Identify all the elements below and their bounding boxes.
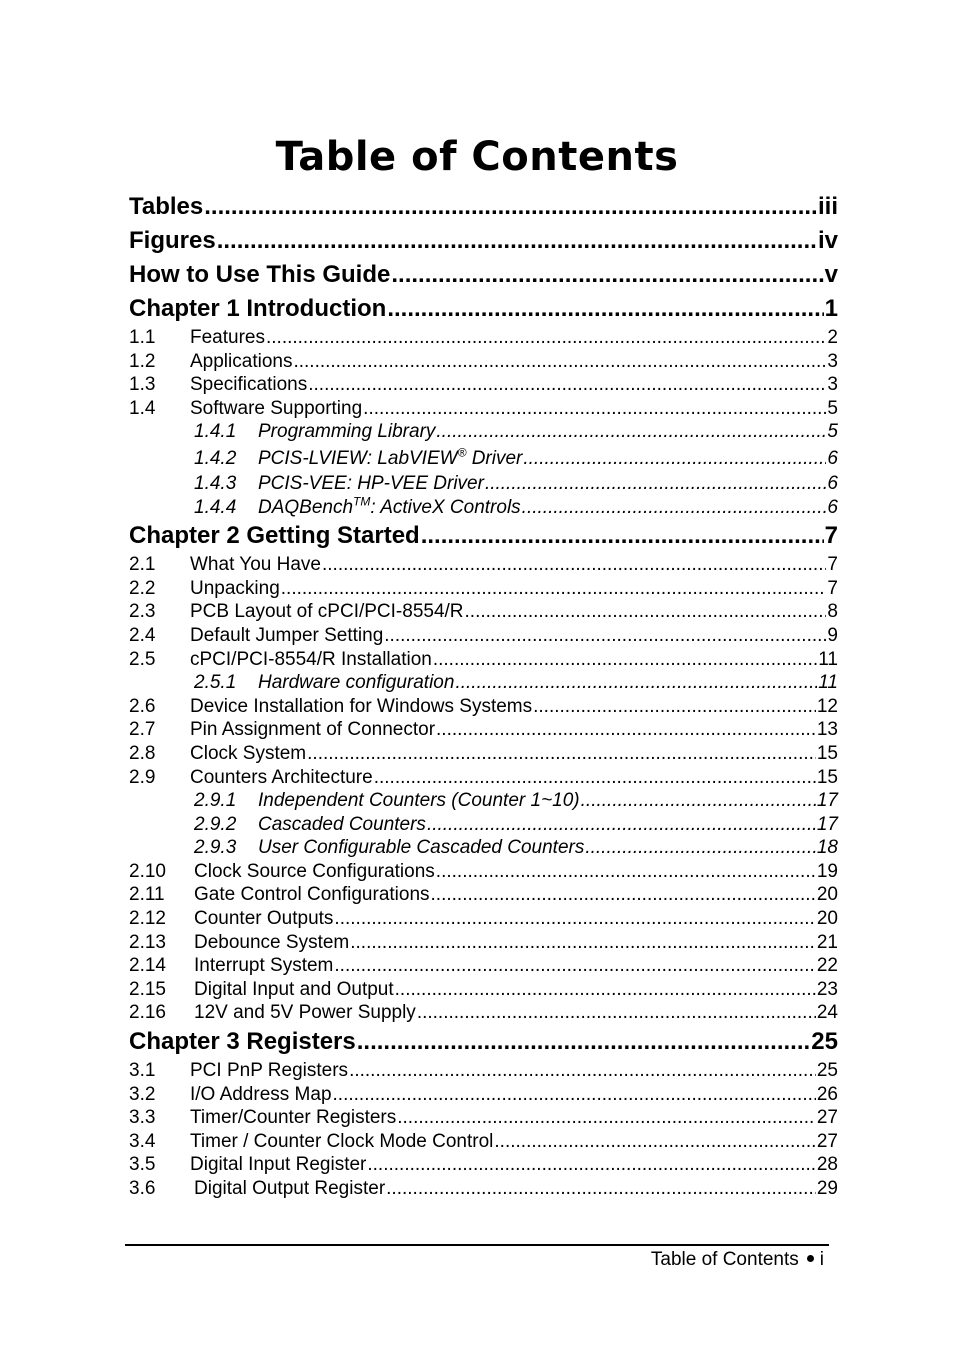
- toc-section-entry[interactable]: [129, 1177, 838, 1201]
- toc-chapter-entry[interactable]: [129, 224, 838, 258]
- toc-entry-title: [190, 624, 383, 648]
- toc-entry-page-number: 3: [827, 350, 838, 372]
- footer-page-number: i: [819, 1249, 824, 1270]
- toc-entry-title-text: I/O Address Map: [190, 1083, 332, 1105]
- toc-entry-title: [190, 1059, 348, 1083]
- toc-entry-page-number: 2: [827, 327, 838, 348]
- dot-leader: [374, 766, 816, 790]
- toc-entry-title-text: Digital Input and Output: [194, 978, 394, 1000]
- toc-entry-page-number: 22: [816, 955, 838, 977]
- page-title: Table of Contents: [275, 134, 679, 180]
- dot-leader: [391, 258, 823, 292]
- toc-entry-title: [129, 224, 216, 258]
- toc-entry-title-text: Independent Counters (Counter 1~10): [258, 790, 580, 812]
- toc-entry-title-text: Tables: [129, 193, 204, 220]
- toc-section-entry[interactable]: [129, 397, 838, 421]
- toc-section-entry[interactable]: [129, 600, 838, 624]
- dot-leader: [386, 1177, 816, 1201]
- toc-entry-title-text: Applications: [190, 350, 293, 372]
- toc-section-entry[interactable]: [129, 624, 838, 648]
- toc-entry-number: 2.3: [129, 601, 156, 623]
- toc-entry-number: 2.1: [129, 554, 156, 576]
- toc-entry-page-number: 24: [816, 1002, 838, 1024]
- dot-leader: [350, 931, 816, 955]
- dot-leader: [322, 553, 826, 577]
- toc-section-entry[interactable]: [129, 326, 838, 350]
- toc-entry-title: [190, 326, 265, 350]
- toc-entry-title: [258, 496, 521, 520]
- dot-leader: [293, 350, 826, 374]
- toc-entry-title-text: Chapter 3 Registers: [129, 1028, 356, 1056]
- toc-entry-number: 2.4: [129, 624, 156, 646]
- dot-leader: [395, 978, 816, 1002]
- toc-entry-number: 2.15: [129, 978, 166, 1000]
- toc-entry-number: 1.4.4: [194, 496, 237, 518]
- trademark-mark: TM: [353, 494, 371, 509]
- toc-entry-title: [258, 836, 584, 860]
- toc-entry-number: 1.4.1: [194, 421, 237, 443]
- dot-leader: [357, 1025, 811, 1059]
- dot-leader: [384, 624, 826, 648]
- toc-subsection-entry[interactable]: [129, 444, 838, 472]
- dot-leader: [367, 1153, 815, 1177]
- toc-entry-page-number: 3: [827, 374, 838, 396]
- toc-entry-title: [190, 695, 532, 719]
- dot-leader: [363, 397, 826, 421]
- toc-entry-title-text: Programming Library: [258, 421, 436, 443]
- toc-entry-title: [129, 258, 390, 292]
- dot-leader: [533, 695, 816, 719]
- toc-entry-page-number: 15: [816, 742, 838, 764]
- toc-section-entry[interactable]: [129, 1001, 838, 1025]
- toc-entry-page-number: 7: [824, 522, 838, 550]
- toc-entry-title-text: Hardware configuration: [258, 672, 455, 694]
- toc-entry-number: 2.16: [129, 1002, 166, 1024]
- toc-section-entry[interactable]: [129, 1130, 838, 1154]
- toc-section-entry[interactable]: [129, 373, 838, 397]
- trademark-mark: ®: [457, 445, 467, 460]
- dot-leader: [494, 1130, 815, 1154]
- toc-entry-number: 2.9.1: [194, 790, 237, 812]
- toc-entry-page-number: iii: [817, 193, 838, 220]
- dot-leader: [204, 190, 817, 224]
- toc-entry-title-text: Clock Source Configurations: [194, 860, 435, 882]
- toc-entry-title: [190, 766, 373, 790]
- toc-entry-page-number: 21: [816, 931, 838, 953]
- dot-leader: [334, 907, 815, 931]
- toc-entry-number: 2.5: [129, 648, 156, 670]
- bullet-icon: [807, 1255, 814, 1262]
- dot-leader: [523, 444, 826, 474]
- toc-subsection-entry[interactable]: [129, 472, 838, 496]
- toc-subsection-entry[interactable]: [129, 836, 838, 860]
- dot-leader: [266, 326, 826, 350]
- toc-entry-title: [258, 671, 454, 695]
- toc-entry-title-text: Cascaded Counters: [258, 813, 426, 835]
- toc-entry-title-text: PCIS-VEE: HP-VEE Driver: [258, 472, 484, 494]
- dot-leader: [308, 373, 826, 397]
- toc-entry-page-number: 6: [827, 472, 838, 494]
- toc-entry-number: 2.11: [129, 884, 165, 906]
- toc-entry-number: 2.2: [129, 577, 156, 599]
- toc-entry-page-number: 9: [827, 624, 838, 646]
- toc-entry-page-number: 7: [827, 554, 838, 576]
- toc-entry-page-number: 25: [811, 1028, 838, 1056]
- toc-entry-title: [129, 292, 386, 326]
- toc-entry-number: 1.4: [129, 397, 156, 419]
- toc-section-entry[interactable]: [129, 718, 838, 742]
- toc-entry-number: 2.8: [129, 742, 156, 764]
- toc-subsection-entry[interactable]: [129, 496, 838, 520]
- toc-entry-title-text: cPCI/PCI-8554/R Installation: [190, 648, 432, 670]
- toc-entry-title-text: DAQBench: [258, 496, 354, 518]
- toc-entry-title-text: Software Supporting: [190, 397, 363, 419]
- toc-entry-number: 2.10: [129, 860, 166, 882]
- dot-leader: [436, 860, 816, 884]
- toc-section-entry[interactable]: [129, 907, 838, 931]
- toc-section-entry[interactable]: [129, 577, 838, 601]
- toc-entry-title: [190, 1153, 366, 1177]
- toc-entry-page-number: 6: [827, 496, 838, 518]
- toc-entry-page-number: 12: [816, 695, 838, 717]
- toc-entry-page-number: 17: [816, 813, 838, 835]
- toc-entry-title: [194, 954, 333, 978]
- toc-entry-number: 3.5: [129, 1154, 156, 1176]
- toc-entry-title-text: Gate Control Configurations: [194, 884, 430, 906]
- toc-section-entry[interactable]: [129, 860, 838, 884]
- dot-leader: [455, 671, 817, 695]
- toc-entry-number: 3.2: [129, 1083, 156, 1105]
- toc-section-entry[interactable]: [129, 742, 838, 766]
- toc-entry-number: 2.9.2: [194, 813, 237, 835]
- toc-entry-page-number: 11: [818, 672, 838, 694]
- toc-entry-title: [190, 742, 306, 766]
- toc-entry-page-number: v: [824, 261, 838, 288]
- page-footer: [651, 1249, 824, 1271]
- toc-entry-title-text: How to Use This Guide: [129, 261, 391, 288]
- dot-leader: [417, 1001, 816, 1025]
- toc-entry-title: [194, 931, 349, 955]
- footer-text: Table of Contents: [650, 1249, 799, 1270]
- dot-leader: [585, 836, 816, 860]
- toc-entry-number: 2.9.3: [194, 837, 237, 859]
- toc-entry-page-number: 6: [827, 447, 838, 469]
- toc-section-entry[interactable]: [129, 954, 838, 978]
- toc-entry-title-text: Digital Output Register: [194, 1178, 386, 1199]
- dot-leader: [485, 472, 826, 496]
- toc-entry-page-number: iv: [817, 227, 838, 254]
- toc-section-entry[interactable]: [129, 1153, 838, 1177]
- dot-leader: [349, 1059, 816, 1083]
- toc-entry-page-number: 19: [816, 860, 838, 882]
- toc-entry-title: [190, 1106, 396, 1130]
- dot-leader: [436, 420, 826, 444]
- dot-leader: [333, 1083, 816, 1107]
- toc-entry-page-number: 29: [816, 1178, 838, 1199]
- toc-entry-page-number: 5: [827, 421, 838, 443]
- toc-entry-title-text: Counter Outputs: [194, 908, 334, 930]
- toc-entry-page-number: 13: [816, 719, 838, 741]
- toc-entry-page-number: 7: [827, 577, 838, 599]
- toc-entry-title: [194, 907, 333, 931]
- toc-entry-title-text: User Configurable Cascaded Counters: [258, 837, 585, 859]
- toc-entry-title-text: Unpacking: [190, 577, 280, 599]
- toc-entry-title: [129, 190, 203, 224]
- toc-section-entry[interactable]: [129, 883, 838, 907]
- toc-entry-page-number: 27: [816, 1130, 838, 1152]
- toc-entry-title-text: PCB Layout of cPCI/PCI-8554/R: [190, 601, 464, 623]
- toc-entry-number: 3.3: [129, 1107, 156, 1129]
- toc-entry-title-text: PCI PnP Registers: [190, 1060, 349, 1082]
- toc-entry-title-text: 12V and 5V Power Supply: [194, 1002, 416, 1024]
- toc-section-entry[interactable]: [129, 1059, 838, 1083]
- dot-leader: [431, 883, 816, 907]
- toc-entry-page-number: 18: [816, 837, 838, 859]
- toc-subsection-entry[interactable]: [129, 813, 838, 837]
- toc-entry-page-number: 8: [827, 601, 838, 623]
- toc-entry-number: 1.4.2: [194, 447, 237, 469]
- toc-entry-page-number: 23: [816, 978, 838, 1000]
- toc-section-entry[interactable]: [129, 978, 838, 1002]
- toc-subsection-entry[interactable]: [129, 789, 838, 813]
- toc-entry-title-text: Device Installation for Windows Systems: [190, 695, 533, 717]
- toc-chapter-entry[interactable]: [129, 190, 838, 224]
- dot-leader: [307, 742, 816, 766]
- dot-leader: [581, 789, 816, 813]
- dot-leader: [397, 1106, 816, 1130]
- toc-section-entry[interactable]: [129, 1083, 838, 1107]
- toc-entry-title: [190, 600, 464, 624]
- dot-leader: [334, 954, 815, 978]
- toc-entry-number: 2.12: [129, 908, 166, 930]
- dot-leader: [281, 577, 827, 601]
- toc-entry-title: [190, 577, 280, 601]
- toc-entry-title: [258, 789, 580, 813]
- toc-entry-title: [194, 883, 430, 907]
- toc-section-entry[interactable]: [129, 766, 838, 790]
- toc-entry-title-text: Timer / Counter Clock Mode Control: [190, 1130, 494, 1152]
- toc-section-entry[interactable]: [129, 695, 838, 719]
- toc-entry-page-number: 27: [816, 1107, 838, 1129]
- toc-entry-number: 1.2: [129, 350, 156, 372]
- toc-entry-page-number: 15: [816, 766, 838, 788]
- toc-chapter-entry[interactable]: [129, 258, 838, 292]
- toc-entry-page-number: 11: [818, 648, 838, 670]
- toc-entry-title-text: PCIS-LVIEW: LabVIEW: [258, 447, 458, 469]
- dot-leader: [522, 496, 827, 520]
- toc-entry-page-number: 20: [816, 884, 838, 906]
- dot-leader: [427, 813, 816, 837]
- toc-entry-title-text: Pin Assignment of Connector: [190, 719, 436, 741]
- toc-entry-title: [190, 1083, 332, 1107]
- toc-entry-number: 3.1: [129, 1060, 156, 1082]
- toc-entry-title: [190, 350, 292, 374]
- toc-subsection-entry[interactable]: [129, 420, 838, 444]
- toc-entry-title: [194, 978, 394, 1002]
- toc-entry-title-text: Chapter 2 Getting Started: [129, 522, 420, 550]
- dot-leader: [421, 519, 824, 553]
- toc-section-entry[interactable]: [129, 350, 838, 374]
- toc-entry-number: 2.5.1: [194, 672, 237, 694]
- toc-entry-page-number: 17: [816, 790, 838, 812]
- toc-entry-title: [190, 373, 307, 397]
- toc-entry-page-number: 1: [824, 295, 838, 322]
- toc-section-entry[interactable]: [129, 553, 838, 577]
- dot-leader: [217, 224, 817, 258]
- toc-entry-title: [258, 420, 435, 444]
- toc-section-entry[interactable]: [129, 1106, 838, 1130]
- toc-entry-number: 3.4: [129, 1130, 156, 1152]
- toc-entry-page-number: 28: [816, 1154, 838, 1176]
- toc-entry-title-text: Features: [190, 327, 265, 348]
- toc-entry-title: [190, 718, 435, 742]
- toc-entry-title-text: Debounce System: [194, 931, 350, 953]
- footer-rule: [125, 1244, 829, 1246]
- toc-entry-title-text: Figures: [129, 227, 216, 254]
- toc-entry-title: [129, 519, 420, 553]
- toc-entry-title: [194, 1177, 385, 1201]
- toc-entry-title: [258, 472, 484, 496]
- toc-entry-title-text: What You Have: [190, 554, 321, 576]
- toc-entry-page-number: 20: [816, 908, 838, 930]
- toc-entry-number: 2.9: [129, 766, 156, 788]
- toc-entry-page-number: 26: [816, 1083, 838, 1105]
- toc-entry-title: [190, 397, 362, 421]
- dot-leader: [387, 292, 823, 326]
- toc-entry-title: [190, 1130, 493, 1154]
- toc-section-entry[interactable]: [129, 648, 838, 672]
- toc-entry-page-number: 25: [816, 1060, 838, 1082]
- toc-chapter-entry[interactable]: [129, 292, 838, 326]
- toc-entry-number: 3.6: [129, 1178, 156, 1199]
- toc-entry-title-text: Chapter 1 Introduction: [129, 295, 387, 322]
- table-of-contents: [129, 190, 838, 1201]
- toc-entry-title-text: Interrupt System: [194, 955, 334, 977]
- toc-entry-number: 2.7: [129, 719, 156, 741]
- toc-section-entry[interactable]: [129, 931, 838, 955]
- toc-entry-title: [129, 1025, 356, 1059]
- toc-entry-title-text: Specifications: [190, 374, 308, 396]
- toc-entry-number: 1.1: [129, 327, 156, 348]
- toc-entry-title: [190, 553, 321, 577]
- toc-entry-title-text: Clock System: [190, 742, 307, 764]
- toc-entry-number: 1.3: [129, 374, 156, 396]
- toc-entry-title: [258, 813, 426, 837]
- dot-leader: [465, 600, 827, 624]
- toc-entry-title-text: Digital Input Register: [190, 1154, 367, 1176]
- toc-subsection-entry[interactable]: [129, 671, 838, 695]
- toc-entry-page-number: 5: [827, 397, 838, 419]
- toc-entry-number: 2.6: [129, 695, 156, 717]
- toc-entry-title: [194, 1001, 416, 1025]
- toc-entry-title: [194, 860, 435, 884]
- dot-leader: [433, 648, 817, 672]
- toc-entry-number: 2.14: [129, 955, 166, 977]
- toc-entry-title-text: Timer/Counter Registers: [190, 1107, 397, 1129]
- toc-entry-number: 1.4.3: [194, 472, 237, 494]
- dot-leader: [436, 718, 816, 742]
- toc-chapter-entry[interactable]: [129, 1025, 838, 1059]
- toc-entry-number: 2.13: [129, 931, 166, 953]
- toc-chapter-entry[interactable]: [129, 519, 838, 553]
- toc-entry-title-text: Default Jumper Setting: [190, 624, 384, 646]
- toc-entry-title: [190, 648, 432, 672]
- toc-entry-title-suffix: : ActiveX Controls: [370, 496, 521, 518]
- toc-entry-title: [258, 444, 522, 474]
- toc-entry-title-suffix: Driver: [466, 447, 523, 469]
- toc-entry-title-text: Counters Architecture: [190, 766, 373, 788]
